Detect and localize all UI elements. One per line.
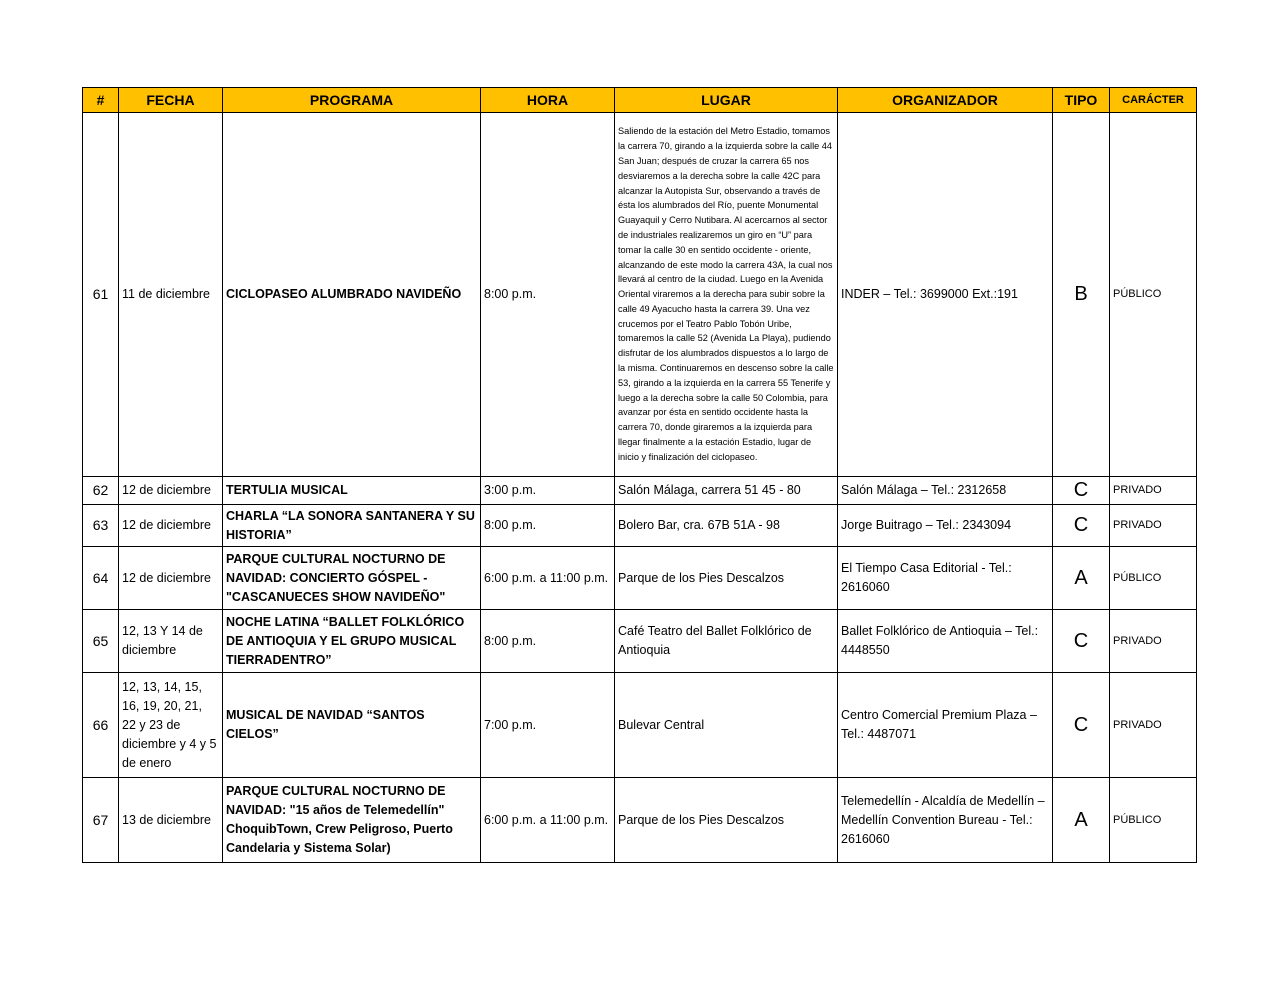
cell-hora: 8:00 p.m. [481, 113, 615, 477]
table-row [83, 113, 1197, 477]
cell-organizador: Centro Comercial Premium Plaza – Tel.: 4487071 [838, 673, 1053, 778]
cell-programa: NOCHE LATINA “BALLET FOLKLÓRICO DE ANTIOQUIA Y EL GRUPO MUSICAL TIERRADENTRO” [223, 610, 481, 673]
table-row [83, 477, 1197, 505]
cell-num: 61 [83, 113, 119, 477]
cell-fecha: 12 de diciembre [119, 505, 223, 547]
cell-lugar: Parque de los Pies Descalzos [615, 778, 838, 863]
cell-caracter: PRIVADO [1110, 477, 1197, 505]
cell-tipo: C [1053, 610, 1110, 673]
cell-num: 63 [83, 505, 119, 547]
cell-hora: 8:00 p.m. [481, 505, 615, 547]
header-fecha: FECHA [119, 88, 223, 113]
cell-fecha: 12, 13 Y 14 de diciembre [119, 610, 223, 673]
cell-lugar: Café Teatro del Ballet Folklórico de Antioquia [615, 610, 838, 673]
cell-programa: TERTULIA MUSICAL [223, 477, 481, 505]
cell-fecha: 12 de diciembre [119, 477, 223, 505]
cell-organizador: Jorge Buitrago – Tel.: 2343094 [838, 505, 1053, 547]
cell-tipo: B [1053, 113, 1110, 477]
cell-fecha: 13 de diciembre [119, 778, 223, 863]
cell-organizador: INDER – Tel.: 3699000 Ext.:191 [838, 113, 1053, 477]
cell-hora: 7:00 p.m. [481, 673, 615, 778]
cell-organizador: Ballet Folklórico de Antioquia – Tel.: 4448550 [838, 610, 1053, 673]
cell-hora: 8:00 p.m. [481, 610, 615, 673]
cell-hora: 6:00 p.m. a 11:00 p.m. [481, 547, 615, 610]
cell-lugar: Bulevar Central [615, 673, 838, 778]
table-row [83, 505, 1197, 547]
table-row [83, 778, 1197, 863]
cell-tipo: C [1053, 673, 1110, 778]
cell-tipo: A [1053, 778, 1110, 863]
cell-tipo: A [1053, 547, 1110, 610]
events-table [82, 87, 1197, 863]
cell-hora: 3:00 p.m. [481, 477, 615, 505]
cell-caracter: PRIVADO [1110, 505, 1197, 547]
events-sheet [82, 87, 1196, 863]
cell-fecha: 11 de diciembre [119, 113, 223, 477]
cell-num: 67 [83, 778, 119, 863]
cell-programa: CICLOPASEO ALUMBRADO NAVIDEÑO [223, 113, 481, 477]
cell-hora: 6:00 p.m. a 11:00 p.m. [481, 778, 615, 863]
cell-caracter: PRIVADO [1110, 673, 1197, 778]
cell-programa: MUSICAL DE NAVIDAD “SANTOS CIELOS” [223, 673, 481, 778]
header-tipo: TIPO [1053, 88, 1110, 113]
cell-tipo: C [1053, 505, 1110, 547]
cell-caracter: PRIVADO [1110, 610, 1197, 673]
cell-fecha: 12 de diciembre [119, 547, 223, 610]
cell-programa: PARQUE CULTURAL NOCTURNO DE NAVIDAD: CONCIERTO GÓSPEL - "CASCANUECES SHOW NAVIDEÑO" [223, 547, 481, 610]
header-organizador: ORGANIZADOR [838, 88, 1053, 113]
table-row [83, 610, 1197, 673]
cell-programa: CHARLA “LA SONORA SANTANERA Y SU HISTORIA” [223, 505, 481, 547]
header-row [83, 88, 1197, 113]
cell-lugar: Parque de los Pies Descalzos [615, 547, 838, 610]
cell-num: 66 [83, 673, 119, 778]
cell-caracter: PÚBLICO [1110, 113, 1197, 477]
cell-fecha: 12, 13, 14, 15, 16, 19, 20, 21, 22 y 23 de diciembre y 4 y 5 de enero [119, 673, 223, 778]
cell-num: 62 [83, 477, 119, 505]
cell-num: 64 [83, 547, 119, 610]
cell-programa: PARQUE CULTURAL NOCTURNO DE NAVIDAD: "15 años de Telemedellín" ChoquibTown, Crew Peligroso, Puerto Candelaria y Sistema Solar) [223, 778, 481, 863]
cell-organizador: Telemedellín - Alcaldía de Medellín – Medellín Convention Bureau - Tel.: 2616060 [838, 778, 1053, 863]
table-row [83, 673, 1197, 778]
header-num: # [83, 88, 119, 113]
cell-organizador: Salón Málaga – Tel.: 2312658 [838, 477, 1053, 505]
header-hora: HORA [481, 88, 615, 113]
header-lugar: LUGAR [615, 88, 838, 113]
cell-caracter: PÚBLICO [1110, 547, 1197, 610]
cell-organizador: El Tiempo Casa Editorial - Tel.: 2616060 [838, 547, 1053, 610]
header-programa: PROGRAMA [223, 88, 481, 113]
cell-lugar: Saliendo de la estación del Metro Estadio, tomamos la carrera 70, girando a la izquierda sobre la calle 44 San Juan; después de cruzar la carrera 65 nos desviaremos a la derecha sobre la calle 42C para alcanzar la Autopista Sur, observando a través de ésta los alumbrados del Río, puente Monumental Guayaquil y Cerro Nutibara. Al acercarnos al sector de industriales realizaremos un giro en “U” para tomar la calle 30 en sentido occidente - oriente, alcanzando de este modo la carrera 43A, la cual nos llevará al centro de la ciudad. Luego en la Avenida Oriental viraremos a la derecha para subir sobre la calle 49 Ayacucho hasta la carrera 39. Una vez crucemos por el Teatro Pablo Tobón Uribe, tomaremos la calle 52 (Avenida La Playa), pudiendo disfrutar de los alumbrados dispuestos a lo largo de la misma. Continuaremos en descenso sobre la calle 53, girando a la izquierda en la carrera 55 Tenerife y luego a la derecha sobre la calle 50 Colombia, para avanzar por ésta en sentido occidente hasta la carrera 70, donde giraremos a la izquierda para llegar finalmente a la estación Estadio, lugar de inicio y finalización del ciclopaseo. [615, 113, 838, 477]
cell-lugar: Salón Málaga, carrera 51 45 - 80 [615, 477, 838, 505]
cell-tipo: C [1053, 477, 1110, 505]
cell-caracter: PÚBLICO [1110, 778, 1197, 863]
cell-lugar: Bolero Bar, cra. 67B 51A - 98 [615, 505, 838, 547]
header-caracter: CARÁCTER [1110, 88, 1197, 113]
table-row [83, 547, 1197, 610]
cell-num: 65 [83, 610, 119, 673]
